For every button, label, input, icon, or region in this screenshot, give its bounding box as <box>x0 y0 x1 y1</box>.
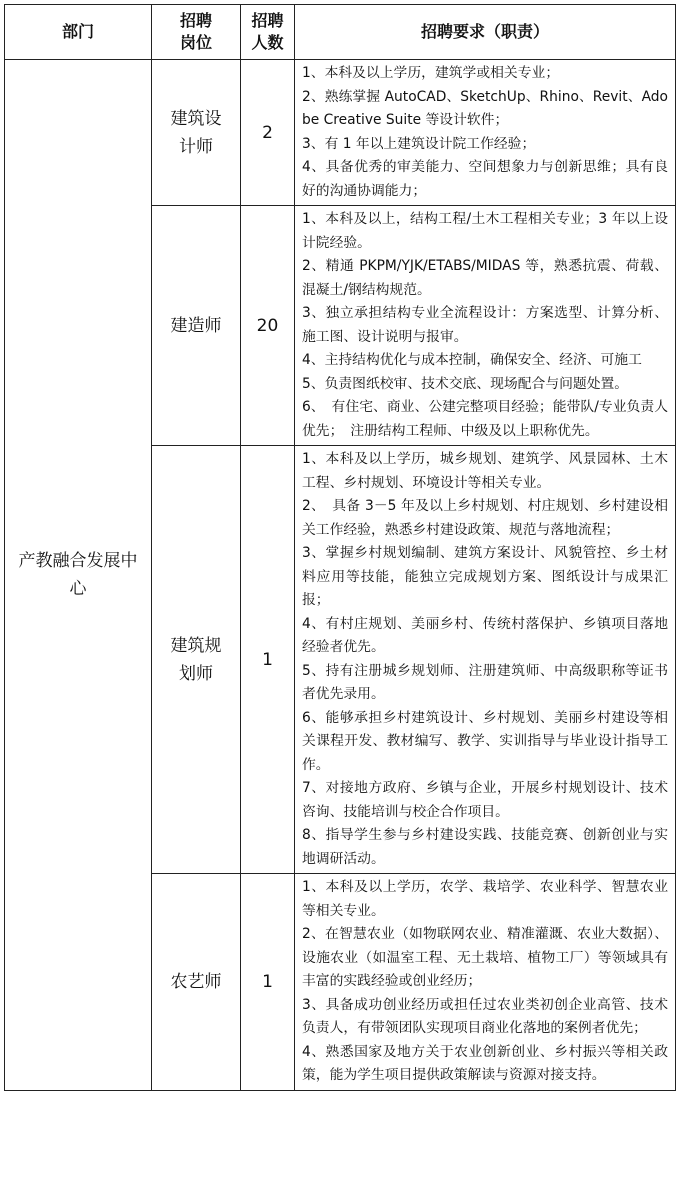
count-cell <box>241 446 295 874</box>
requirement-item: 3、独立承担结构专业全流程设计：方案选型、计算分析、施工图、设计说明与报审。 <box>302 305 668 345</box>
header-count <box>241 5 295 60</box>
requirement-item: 8、指导学生参与乡村建设实践、技能竞赛、创新创业与实地调研活动。 <box>302 827 668 867</box>
count-cell <box>241 206 295 446</box>
requirement-item: 3、掌握乡村规划编制、建筑方案设计、风貌管控、乡土材料应用等技能，能独立完成规划方案、图纸设计与成果汇报； <box>302 545 668 608</box>
position-cell <box>152 60 241 206</box>
position-name: 农艺师 <box>170 971 222 992</box>
requirement-item: 3、具备成功创业经历或担任过农业类初创企业高管、技术负责人，有带领团队实现项目商业化落地的案例者优先； <box>302 996 668 1036</box>
requirement-item: 1、本科及以上学历，农学、栽培学、农业科学、智慧农业等相关专业。 <box>302 879 668 919</box>
table-row <box>5 60 676 206</box>
position-cell <box>152 206 241 446</box>
recruitment-table-wrapper <box>4 4 675 1091</box>
requirement-item: 5、持有注册城乡规划师、注册建筑师、中高级职称等证书者优先录用。 <box>302 662 668 702</box>
requirements-cell <box>295 446 676 874</box>
requirement-item: 6、 有住宅、商业、公建完整项目经验；能带队/专业负责人优先； 注册结构工程师、中级及以上职称优先。 <box>302 399 668 439</box>
requirement-item: 2、 具备 3－5 年及以上乡村规划、村庄规划、乡村建设相关工作经验，熟悉乡村建设政策、规范与落地流程； <box>302 498 668 538</box>
header-requirements <box>295 5 676 60</box>
count-cell <box>241 874 295 1091</box>
department-cell <box>5 60 152 1091</box>
requirement-item: 2、熟练掌握 AutoCAD、SketchUp、Rhino、Revit、Adobe Creative Suite 等设计软件； <box>302 88 668 128</box>
requirement-item: 2、精通 PKPM/YJK/ETABS/MIDAS 等，熟悉抗震、荷载、混凝土/钢结构规范。 <box>302 258 668 298</box>
header-dept-label: 部门 <box>61 22 94 41</box>
position-cell <box>152 446 241 874</box>
requirement-item: 4、熟悉国家及地方关于农业创新创业、乡村振兴等相关政策，能为学生项目提供政策解读与资源对接支持。 <box>302 1043 668 1083</box>
requirements-cell <box>295 60 676 206</box>
position-count: 2 <box>262 122 273 143</box>
requirement-item: 4、主持结构优化与成本控制，确保安全、经济、可施工 <box>302 352 642 368</box>
position-count: 1 <box>262 649 273 670</box>
requirement-item: 1、本科及以上学历，城乡规划、建筑学、风景园林、土木工程、乡村规划、环境设计等相关专业。 <box>302 451 668 491</box>
header-position-label: 招聘岗位 <box>179 11 212 52</box>
count-cell <box>241 60 295 206</box>
position-name: 建造师 <box>170 315 222 336</box>
position-count: 1 <box>262 971 273 992</box>
requirement-item: 1、本科及以上学历，建筑学或相关专业； <box>302 65 560 81</box>
requirement-item: 6、能够承担乡村建筑设计、乡村规划、美丽乡村建设等相关课程开发、教材编写、教学、实训指导与毕业设计指导工作。 <box>302 709 668 773</box>
header-row <box>5 5 676 60</box>
recruitment-table <box>4 4 676 1091</box>
requirement-item: 5、负责图纸校审、技术交底、现场配合与问题处置。 <box>302 375 629 392</box>
requirements-cell <box>295 206 676 446</box>
requirement-item: 1、本科及以上，结构工程/土木工程相关专业；3 年以上设计院经验。 <box>302 211 668 251</box>
requirement-item: 7、对接地方政府、乡镇与企业，开展乡村规划设计、技术咨询、技能培训与校企合作项目。 <box>302 780 668 820</box>
requirement-item: 2、在智慧农业（如物联网农业、精准灌溉、农业大数据）、设施农业（如温室工程、无土栽培、植物工厂）等领域具有丰富的实践经验或创业经历； <box>302 926 668 989</box>
header-dept <box>5 5 152 60</box>
position-name: 建筑规划师 <box>170 635 222 684</box>
requirement-item: 4、具备优秀的审美能力、空间想象力与创新思维；具有良好的沟通协调能力； <box>302 159 668 199</box>
requirements-cell <box>295 874 676 1091</box>
header-requirements-label: 招聘要求（职责） <box>420 22 549 41</box>
header-position <box>152 5 241 60</box>
position-name: 建筑设计师 <box>170 108 222 157</box>
requirement-item: 3、有 1 年以上建筑设计院工作经验； <box>302 135 536 152</box>
position-count: 20 <box>256 315 279 336</box>
position-cell <box>152 874 241 1091</box>
department-name: 产教融合发展中心 <box>18 550 138 599</box>
header-count-label: 招聘人数 <box>251 11 284 52</box>
requirement-item: 4、有村庄规划、美丽乡村、传统村落保护、乡镇项目落地经验者优先。 <box>302 615 668 655</box>
